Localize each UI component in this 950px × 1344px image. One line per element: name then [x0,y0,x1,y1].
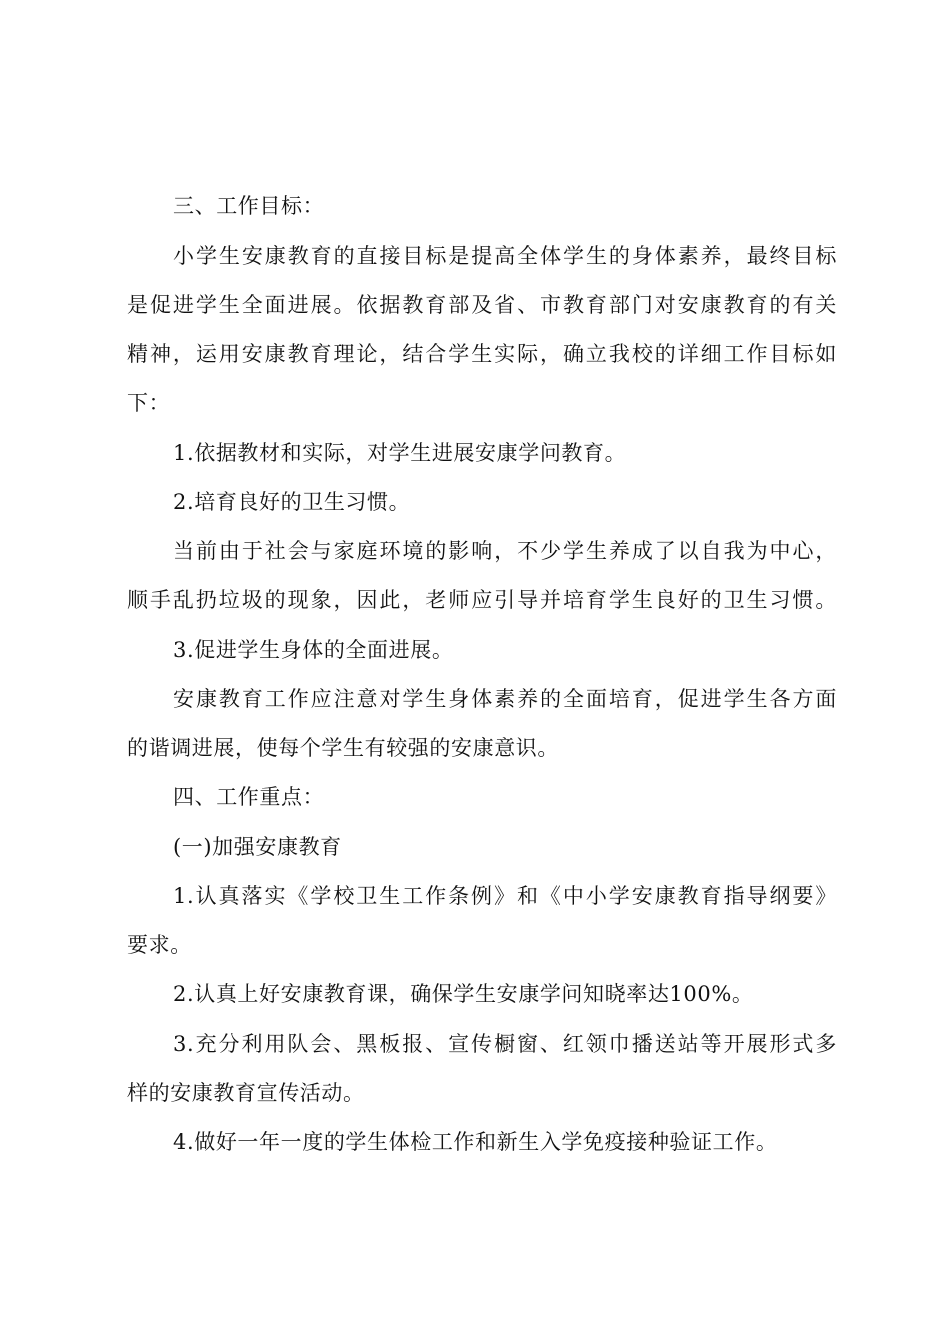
paragraph-line: 的谐调进展，使每个学生有较强的安康意识。 [127,736,559,760]
paragraph-line: 顺手乱扔垃圾的现象，因此，老师应引导并培育学生良好的卫生习惯。 [127,588,837,612]
list-item: 3.促进学生身体的全面进展。 [173,638,454,662]
subsection-heading: (一)加强安康教育 [173,835,342,859]
list-item: 2.认真上好安康教育课，确保学生安康学问知晓率达100%。 [173,982,754,1006]
section-heading-focus: 四、工作重点： [173,785,325,809]
list-item: 3.充分利用队会、黑板报、宣传橱窗、红领巾播送站等开展形式多 [173,1032,837,1056]
paragraph-line: 是促进学生全面进展。依据教育部及省、市教育部门对安康教育的有关 [127,293,837,317]
list-item: 1.认真落实《学校卫生工作条例》和《中小学安康教育指导纲要》 [173,884,837,908]
section-heading-goals: 三、工作目标： [173,194,325,218]
list-item: 4.做好一年一度的学生体检工作和新生入学免疫接种验证工作。 [173,1130,778,1154]
paragraph-line: 精神，运用安康教育理论，结合学生实际，确立我校的详细工作目标如 [127,342,837,366]
paragraph-line: 样的安康教育宣传活动。 [127,1081,365,1105]
paragraph-line: 下： [127,391,171,415]
list-item: 2.培育良好的卫生习惯。 [173,490,411,514]
list-item: 1.依据教材和实际，对学生进展安康学问教育。 [173,441,627,465]
paragraph-line: 安康教育工作应注意对学生身体素养的全面培育，促进学生各方面 [173,687,837,711]
paragraph-line: 当前由于社会与家庭环境的影响，不少学生养成了以自我为中心， [173,539,837,563]
paragraph-line: 小学生安康教育的直接目标是提高全体学生的身体素养，最终目标 [173,244,837,268]
paragraph-line: 要求。 [127,933,192,957]
